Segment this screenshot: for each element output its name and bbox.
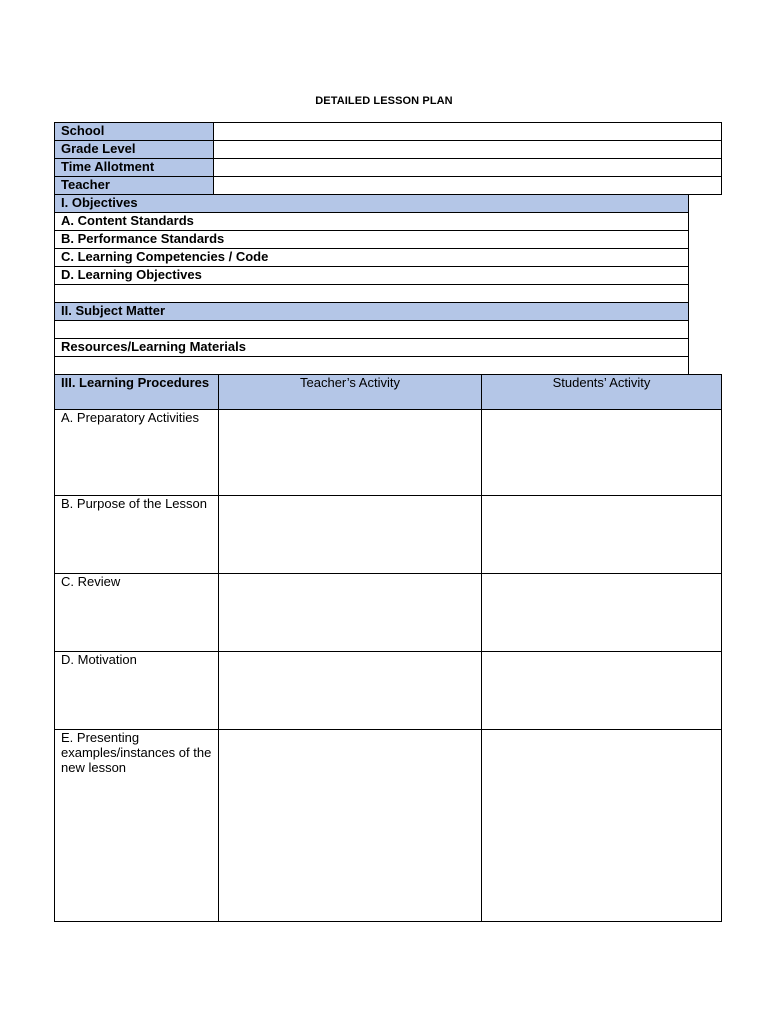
table-row	[55, 267, 689, 285]
table-row	[55, 249, 689, 267]
table-row	[55, 159, 722, 177]
table-row	[55, 195, 689, 213]
learning-objectives-field[interactable]	[55, 285, 689, 303]
page-title: DETAILED LESSON PLAN	[315, 95, 453, 107]
content-standards-label: A. Content Standards	[55, 213, 689, 231]
table-row	[55, 231, 689, 249]
subject-matter-field[interactable]	[55, 321, 689, 339]
table-row	[55, 730, 722, 922]
school-field[interactable]	[214, 123, 722, 141]
procedures-table	[54, 374, 722, 922]
motivation-label: D. Motivation	[55, 652, 219, 730]
teacher-activity-cell[interactable]	[219, 496, 482, 574]
table-row	[55, 574, 722, 652]
table-row	[55, 410, 722, 496]
table-row	[55, 123, 722, 141]
table-row	[55, 213, 689, 231]
students-activity-cell[interactable]	[482, 410, 722, 496]
table-row	[55, 303, 689, 321]
table-row	[55, 141, 722, 159]
teacher-activity-header: Teacher’s Activity	[219, 375, 482, 410]
students-activity-cell[interactable]	[482, 652, 722, 730]
school-info-table	[54, 122, 722, 195]
teacher-activity-cell[interactable]	[219, 652, 482, 730]
table-row	[55, 285, 689, 303]
time-allotment-field[interactable]	[214, 159, 722, 177]
resources-field[interactable]	[55, 357, 689, 375]
time-allotment-label: Time Allotment	[55, 159, 214, 177]
students-activity-header: Students’ Activity	[482, 375, 722, 410]
teacher-activity-cell[interactable]	[219, 410, 482, 496]
table-row	[55, 375, 722, 410]
purpose-label: B. Purpose of the Lesson	[55, 496, 219, 574]
objectives-table	[54, 194, 689, 375]
grade-level-field[interactable]	[214, 141, 722, 159]
teacher-activity-cell[interactable]	[219, 574, 482, 652]
learning-objectives-label: D. Learning Objectives	[55, 267, 689, 285]
table-row	[55, 496, 722, 574]
presenting-examples-label: E. Presenting examples/instances of the new lesson	[55, 730, 219, 922]
school-label: School	[55, 123, 214, 141]
learning-competencies-label: C. Learning Competencies / Code	[55, 249, 689, 267]
teacher-activity-cell[interactable]	[219, 730, 482, 922]
review-label: C. Review	[55, 574, 219, 652]
resources-label: Resources/Learning Materials	[55, 339, 689, 357]
table-row	[55, 339, 689, 357]
students-activity-cell[interactable]	[482, 574, 722, 652]
students-activity-cell[interactable]	[482, 496, 722, 574]
table-row	[55, 177, 722, 195]
preparatory-activities-label: A. Preparatory Activities	[55, 410, 219, 496]
performance-standards-label: B. Performance Standards	[55, 231, 689, 249]
procedures-header: III. Learning Procedures	[55, 375, 219, 410]
subject-matter-header: II. Subject Matter	[55, 303, 689, 321]
table-row	[55, 321, 689, 339]
grade-level-label: Grade Level	[55, 141, 214, 159]
objectives-header: I. Objectives	[55, 195, 689, 213]
table-row	[55, 357, 689, 375]
table-row	[55, 652, 722, 730]
students-activity-cell[interactable]	[482, 730, 722, 922]
teacher-label: Teacher	[55, 177, 214, 195]
teacher-field[interactable]	[214, 177, 722, 195]
